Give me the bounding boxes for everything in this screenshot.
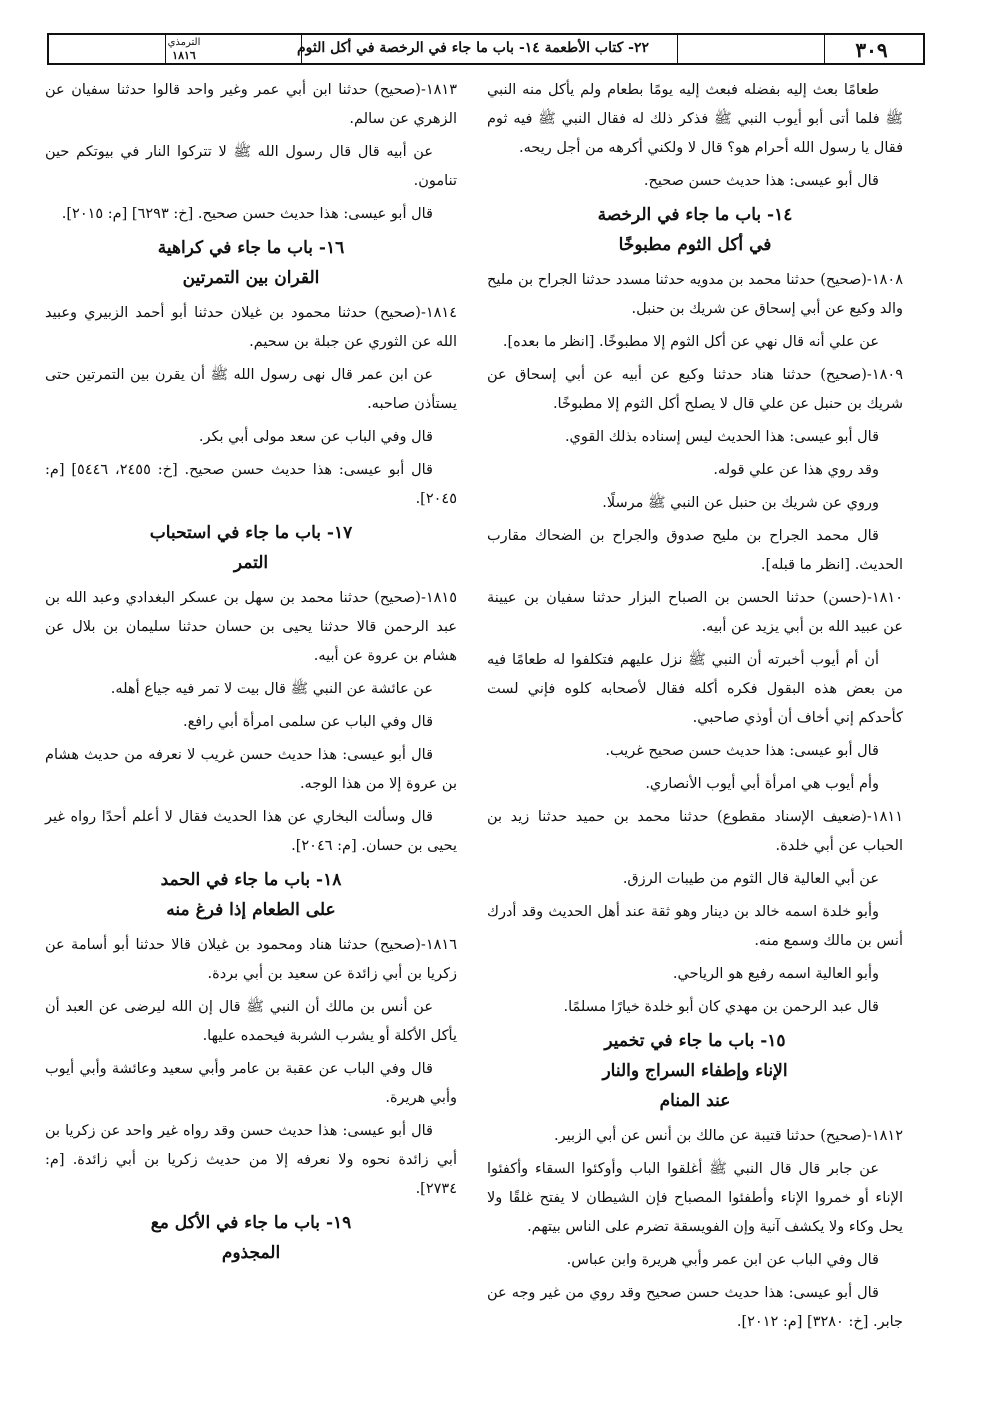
chapter-heading-line: في أكل الثوم مطبوخًا: [618, 235, 772, 255]
chapter-heading: [45, 1208, 457, 1268]
chapter-heading: [487, 1026, 903, 1116]
chapter-heading-line: ١٧- باب ما جاء في استحباب: [149, 523, 353, 543]
chapter-heading-line: عند المنام: [659, 1091, 731, 1111]
hadith-paragraph: قال أبو عيسى: هذا حديث حسن صحيح. [خ: ٢٤٥٥، ٥٤٤٦] [م: ٢٠٤٥].: [45, 462, 457, 507]
hadith-paragraph: وأبو خلدة اسمه خالد بن دينار وهو ثقة عند أهل الحديث وقد أدرك أنس بن مالك وسمع منه.: [487, 904, 903, 949]
hadith-paragraph: قال أبو عيسى: هذا حديث حسن صحيح. [خ: ٦٢٩٣] [م: ٢٠١٥].: [61, 206, 433, 222]
chapter-heading-line: على الطعام إذا فرغ منه: [166, 900, 336, 920]
chapter-heading-line: ١٩- باب ما جاء في الأكل مع: [150, 1213, 352, 1233]
hadith-paragraph: ١٨١٢-(صحيح) حدثنا قتيبة عن مالك بن أنس عن أبي الزبير.: [554, 1128, 903, 1144]
left-column: [45, 76, 457, 1274]
hadith-paragraph: قال عبد الرحمن بن مهدي كان أبو خلدة خيارًا مسلمًا.: [563, 999, 879, 1015]
hadith-paragraph: قال وفي الباب عن ابن عمر وأبي هريرة وابن عباس.: [566, 1252, 879, 1268]
hadith-paragraph: ١٨٠٩-(صحيح) حدثنا هناد حدثنا وكيع عن أبيه عن أبي إسحاق عن شريك بن حنبل عن علي قال لا يصلح أكل الثوم إلا مطبوخًا.: [487, 367, 903, 412]
hadith-paragraph: ١٨١١-(ضعيف الإسناد مقطوع) حدثنا محمد بن حميد حدثنا زيد بن الحباب عن أبي خلدة.: [487, 809, 903, 854]
hadith-paragraph: وأم أيوب هي امرأة أبي أيوب الأنصاري.: [645, 776, 879, 792]
hadith-paragraph: ١٨١٥-(صحيح) حدثنا محمد بن سهل بن عسكر البغدادي وعبد الله بن عبد الرحمن قالا حدثنا يحيى بن حسان حدثنا سليمان بن بلال عن هشام بن عروة عن أبيه.: [45, 590, 457, 664]
hadith-paragraph: قال وفي الباب عن سلمى امرأة أبي رافع.: [182, 714, 433, 730]
hadith-paragraph: قال أبو عيسى: هذا حديث حسن وقد رواه غير واحد عن زكريا بن أبي زائدة نحوه ولا نعرفه إلا من حديث زكريا بن أبي زائدة. [م: ٢٧٣٤].: [45, 1123, 457, 1197]
hadith-paragraph: عن عائشة عن النبي ﷺ قال بيت لا تمر فيه جياع أهله.: [110, 681, 433, 697]
chapter-heading-line: ١٦- باب ما جاء في كراهية: [157, 238, 345, 258]
chapter-heading-line: القران بين التمرتين: [182, 268, 320, 288]
hadith-paragraph: عن علي أنه قال نهي عن أكل الثوم إلا مطبوخًا. [انظر ما بعده].: [502, 334, 879, 350]
hadith-paragraph: عن أبي العالية قال الثوم من طيبات الرزق.: [622, 871, 879, 887]
right-column: [487, 76, 903, 1341]
hadith-paragraph: ١٨١٠-(حسن) حدثنا الحسن بن الصباح البزار حدثنا سفيان بن عيينة عن عبيد الله بن أبي يزيد عن أبيه.: [487, 590, 903, 635]
hadith-paragraph: قال أبو عيسى: هذا الحديث ليس إسناده بذلك القوي.: [564, 429, 879, 445]
page-number: ٣٠٩: [855, 38, 888, 62]
hadith-paragraph: ١٨١٤-(صحيح) حدثنا محمود بن غيلان حدثنا أبو أحمد الزبيري وعبيد الله عن الثوري عن جبلة بن سحيم.: [45, 305, 457, 350]
chapter-heading-line: ١٤- باب ما جاء في الرخصة: [597, 205, 793, 225]
hadith-paragraph: قال أبو عيسى: هذا حديث حسن صحيح غريب.: [605, 743, 879, 759]
hadith-paragraph: عن جابر قال قال النبي ﷺ أغلقوا الباب وأوكئوا السقاء وأكفئوا الإناء أو خمروا الإناء وأطفئوا المصباح فإن الشيطان لا يفتح غلقًا ولا يحل وكاء ولا يكشف آنية وإن الفويسقة تضرم على الناس بيتهم.: [487, 1161, 903, 1235]
chapter-heading: [45, 518, 457, 578]
hadith-paragraph: قال أبو عيسى: هذا حديث حسن غريب لا نعرفه من حديث هشام بن عروة إلا من هذا الوجه.: [45, 747, 457, 792]
chapter-heading-line: التمر: [233, 553, 269, 573]
header-divider: [824, 35, 825, 63]
hadith-paragraph: وقد روي هذا عن علي قوله.: [713, 462, 879, 478]
hadith-range-ref: [154, 36, 214, 62]
hadith-paragraph: قال محمد الجراح بن مليح صدوق والجراح بن الضحاك مقارب الحديث. [انظر ما قبله].: [487, 528, 903, 573]
hadith-paragraph: قال وفي الباب عن سعد مولى أبي بكر.: [198, 429, 433, 445]
hadith-paragraph: قال أبو عيسى: هذا حديث حسن صحيح.: [643, 173, 879, 189]
hadith-paragraph: قال وسألت البخاري عن هذا الحديث فقال لا أعلم أحدًا رواه غير يحيى بن حسان. [م: ٢٠٤٦].: [45, 809, 457, 854]
chapter-heading: [45, 865, 457, 925]
hadith-paragraph: عن ابن عمر قال نهى رسول الله ﷺ أن يقرن بين التمرتين حتى يستأذن صاحبه.: [45, 367, 457, 412]
chapter-heading-line: المجذوم: [221, 1243, 281, 1263]
hadith-paragraph: ١٨١٣-(صحيح) حدثنا ابن أبي عمر وغير واحد قالوا حدثنا سفيان عن الزهري عن سالم.: [45, 82, 457, 127]
running-title: ٢٢- كتاب الأطعمة ١٤- باب ما جاء في الرخصة في أكل الثوم: [297, 40, 649, 56]
hadith-paragraph: طعامًا بعث إليه بفضله فبعث إليه يومًا بطعام ولم يأكل منه النبي ﷺ فلما أتى أبو أيوب النبي ﷺ فذكر ذلك له فقال النبي ﷺ فيه ثوم فقال يا رسول الله أحرام هو؟ قال لا ولكني أكرهه من أجل ريحه.: [487, 82, 903, 156]
chapter-heading-line: ١٨- باب ما جاء في الحمد: [160, 870, 342, 890]
hadith-paragraph: ١٨٠٨-(صحيح) حدثنا محمد بن مدويه حدثنا مسدد حدثنا الجراح بن مليح والد وكيع عن أبي إسحاق عن شريك بن حنبل.: [487, 272, 903, 317]
hadith-paragraph: قال وفي الباب عن عقبة بن عامر وأبي سعيد وعائشة وأبي أيوب وأبي هريرة.: [45, 1061, 457, 1106]
hadith-paragraph: قال أبو عيسى: هذا حديث حسن صحيح وقد روي من غير وجه عن جابر. [خ: ٣٢٨٠] [م: ٢٠١٢].: [487, 1285, 903, 1330]
hadith-paragraph: عن أنس بن مالك أن النبي ﷺ قال إن الله ليرضى عن العبد أن يأكل الأكلة أو يشرب الشربة فيحمده عليها.: [45, 999, 457, 1044]
chapter-heading-line: ١٥- باب ما جاء في تخمير: [604, 1031, 786, 1051]
hadith-paragraph: وأبو العالية اسمه رفيع هو الرياحي.: [672, 966, 879, 982]
running-header: [47, 33, 925, 65]
ref-book: الترمذي: [167, 37, 201, 48]
chapter-heading: [487, 200, 903, 260]
chapter-heading: [45, 233, 457, 293]
chapter-heading-line: الإناء وإطفاء السراج والنار: [602, 1061, 788, 1081]
hadith-paragraph: أن أم أيوب أخبرته أن النبي ﷺ نزل عليهم فتكلفوا له طعامًا فيه من بعض هذه البقول فكره أكله فقال لأصحابه كلوه فإني لست كأحدكم إني أخاف أن أوذي صاحبي.: [487, 652, 903, 726]
hadith-paragraph: وروي عن شريك بن حنبل عن النبي ﷺ مرسلًا.: [602, 495, 879, 511]
hadith-paragraph: عن أبيه قال قال رسول الله ﷺ لا تتركوا النار في بيوتكم حين تنامون.: [45, 144, 457, 189]
hadith-paragraph: ١٨١٦-(صحيح) حدثنا هناد ومحمود بن غيلان قالا حدثنا أبو أسامة عن زكريا بن أبي زائدة عن سعيد بن أبي بردة.: [45, 937, 457, 982]
ref-range: ١٨١٦: [172, 49, 196, 62]
